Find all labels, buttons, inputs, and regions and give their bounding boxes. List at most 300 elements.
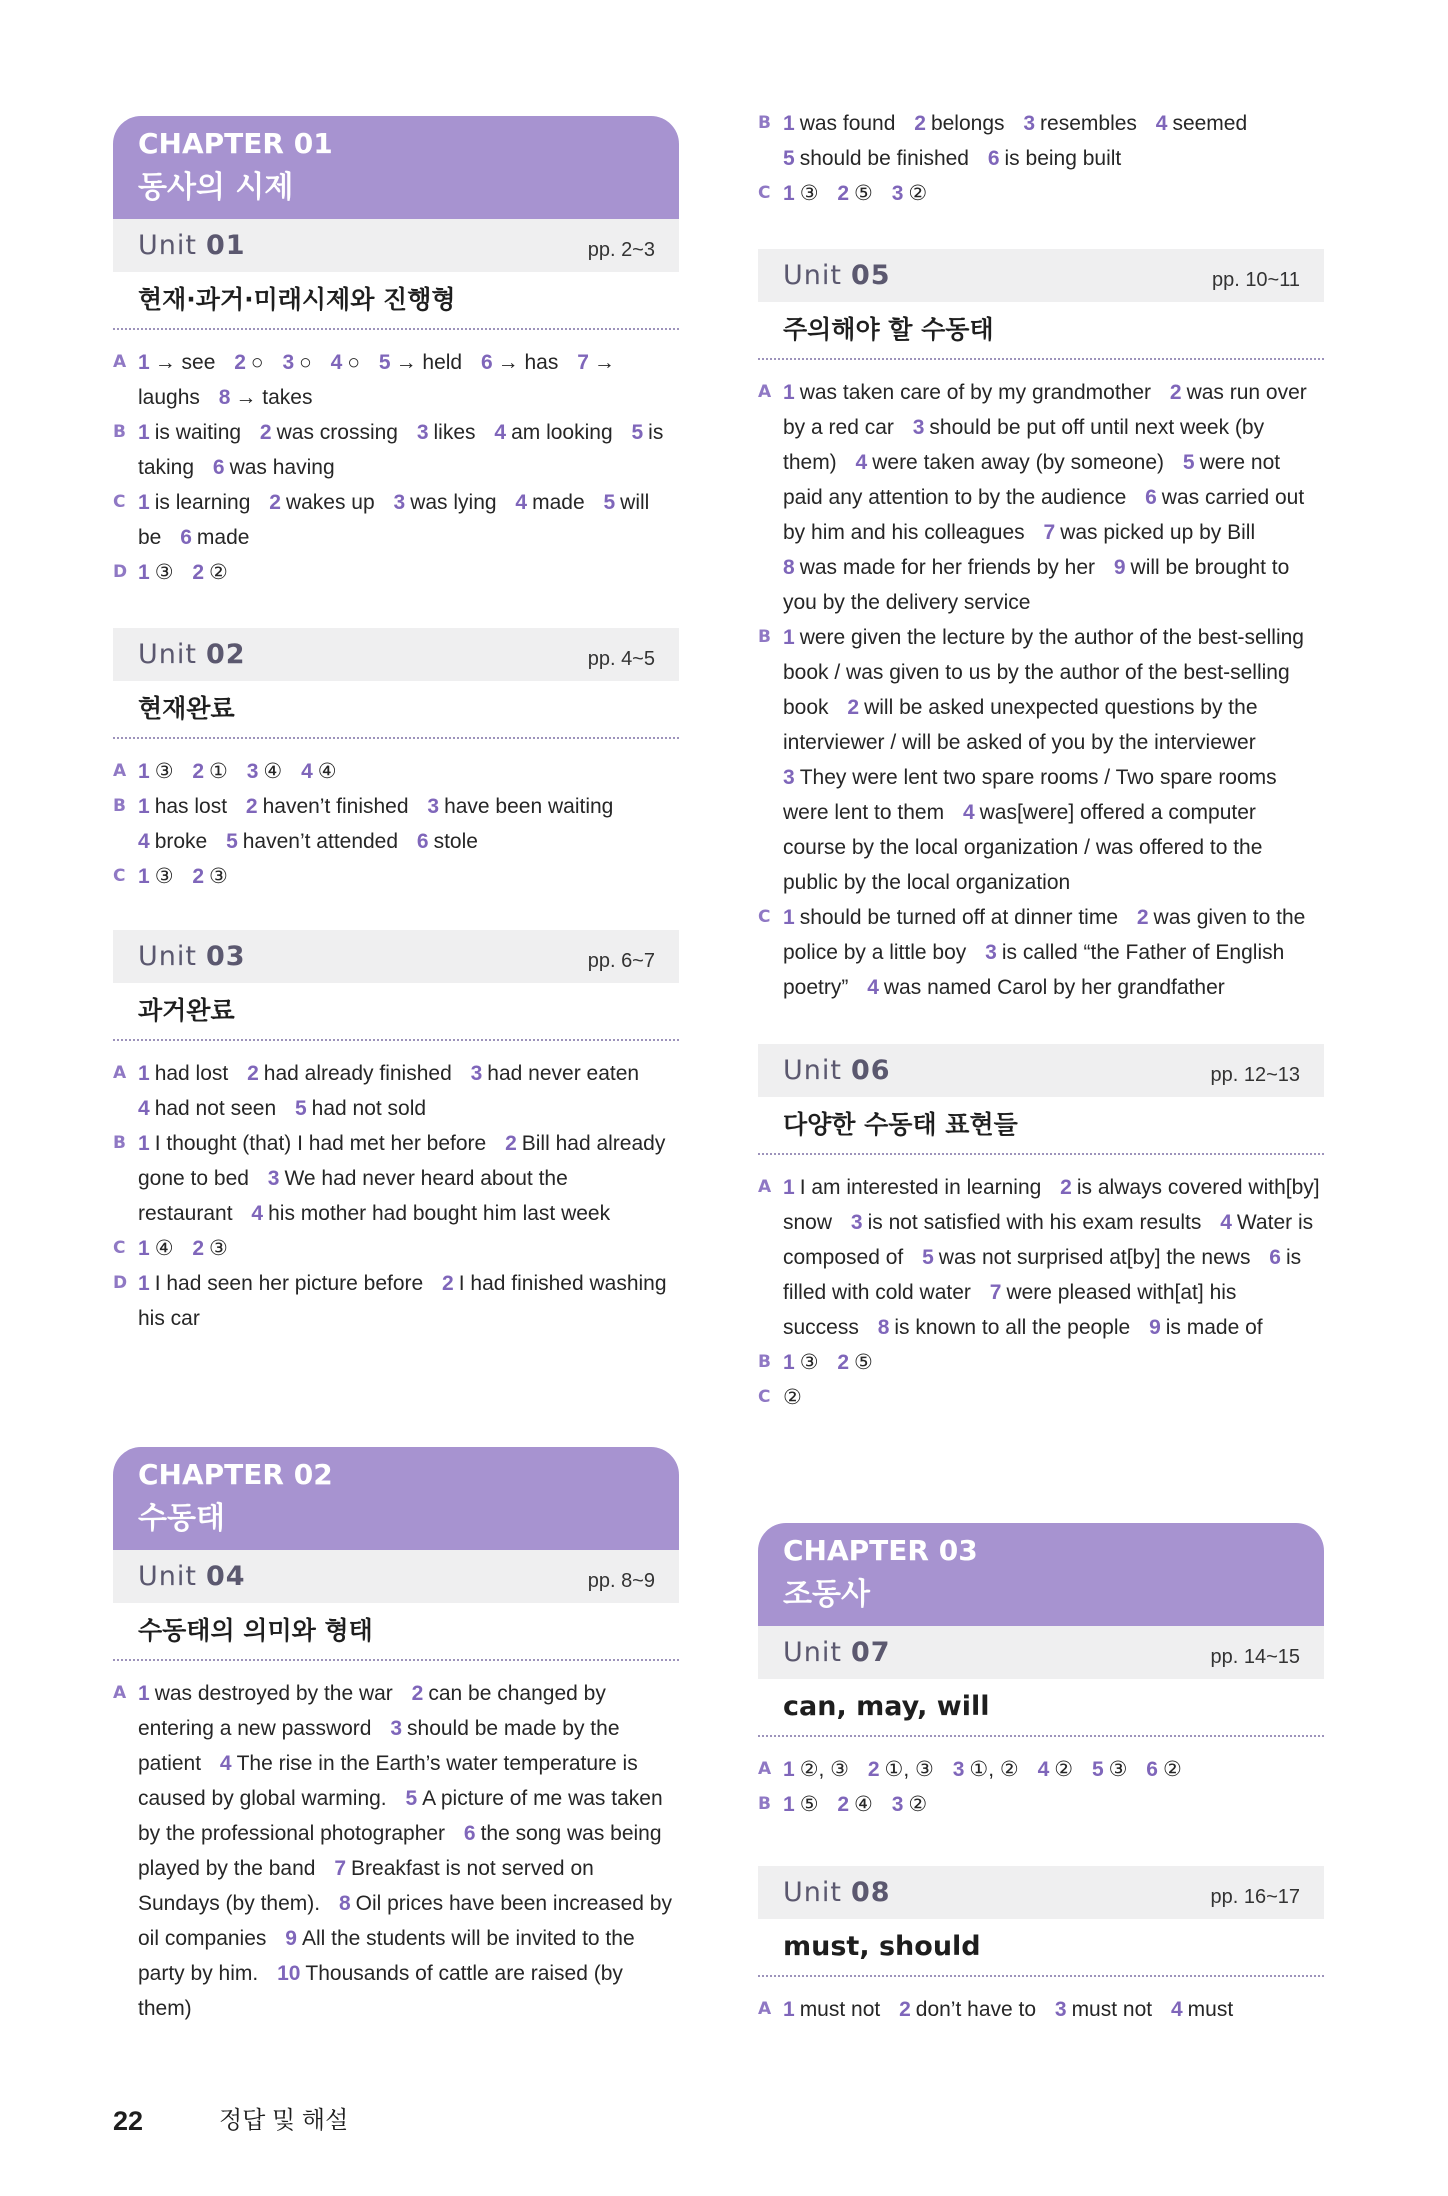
answer-text: seemed: [1172, 112, 1248, 135]
chapter-02-header: [113, 1447, 679, 1550]
section-letter: A: [758, 1759, 772, 1779]
unit-pages: pp. 16~17: [1210, 1886, 1300, 1908]
answer-number: 3: [891, 182, 904, 205]
answer-number: 2: [442, 1272, 454, 1295]
answer-text: → held: [395, 351, 463, 374]
unit-number: 08: [850, 1877, 891, 1908]
page-number: 22: [113, 2106, 144, 2136]
answer-section-b: [113, 415, 679, 485]
answer-number: 3: [1023, 112, 1036, 135]
answer-text: his mother had bought him last week: [268, 1202, 611, 1225]
answer-item: [783, 182, 819, 205]
answer-item: [138, 1062, 228, 1085]
answer-text: will be: [138, 491, 650, 549]
answer-number: 5: [783, 147, 795, 170]
section-letter: A: [113, 1063, 127, 1083]
unit-06: [758, 1044, 1324, 1415]
answer-section-c: [758, 900, 1324, 1005]
answer-number: 4: [1220, 1211, 1232, 1234]
answer-text: can be changed by entering a new password: [138, 1682, 606, 1740]
answer-text: Water is composed of: [783, 1211, 1314, 1269]
section-letter: B: [758, 627, 771, 647]
answer-text: was given to the police by a little boy: [783, 906, 1306, 964]
answer-text: must not: [1071, 1998, 1153, 2021]
answer-number: 2: [234, 351, 246, 374]
answer-text: is waiting: [154, 421, 242, 444]
answer-item: [192, 561, 228, 584]
answer-number: 8: [218, 386, 231, 409]
answer-number: 3: [267, 1167, 280, 1190]
answer-number: 6: [1146, 1758, 1158, 1781]
answer-text: wakes up: [285, 491, 375, 514]
answer-number: 4: [867, 976, 879, 999]
answer-text: ④: [317, 760, 337, 783]
section-letter: A: [758, 1999, 772, 2019]
answer-text: We had never heard about the restaurant: [138, 1167, 568, 1225]
answer-number: 6: [1269, 1246, 1281, 1269]
unit-label: [783, 1052, 891, 1089]
answer-number: 3: [390, 1717, 403, 1740]
answer-section-b: [113, 1126, 679, 1231]
answer-number: 4: [962, 801, 975, 824]
answer-item: [138, 865, 174, 888]
section-letter: A: [113, 352, 127, 372]
answer-text: is always covered with[by] snow: [783, 1176, 1320, 1234]
answer-item: [1156, 112, 1247, 135]
answer-item: [1044, 521, 1256, 544]
answer-number: 1: [138, 760, 150, 783]
answer-text: will be brought to you by the delivery service: [783, 556, 1290, 614]
section-body: [138, 1056, 679, 1126]
unit-answers: [113, 1041, 679, 1336]
answer-number: 1: [783, 626, 795, 649]
unit-header-bar: [113, 930, 679, 983]
answer-number: 1: [783, 906, 795, 929]
answer-number: 3: [470, 1062, 483, 1085]
answer-number: 6: [180, 526, 192, 549]
answer-item: [251, 1202, 610, 1225]
section-body: [138, 1676, 679, 2026]
answer-number: 1: [138, 1062, 150, 1085]
answer-text: is known to all the people: [894, 1316, 1131, 1339]
answer-text: ④: [854, 1793, 873, 1816]
section-letter: D: [113, 562, 128, 582]
section-letter: C: [758, 1387, 771, 1407]
answer-number: 2: [192, 760, 205, 783]
section-letter: C: [113, 866, 126, 886]
answer-text: was crossing: [276, 421, 398, 444]
answer-item: [783, 1176, 1041, 1199]
answer-text: had not seen: [154, 1097, 277, 1120]
answer-number: 3: [1054, 1998, 1067, 2021]
answer-text: made: [196, 526, 250, 549]
unit-word: Unit: [138, 639, 197, 670]
answer-text: had lost: [154, 1062, 229, 1085]
answer-number: 2: [837, 182, 850, 205]
answer-text: ②: [209, 561, 228, 584]
answer-text: am looking: [511, 421, 613, 444]
answer-number: 5: [922, 1246, 934, 1269]
answer-text: is filled with cold water: [783, 1246, 1302, 1304]
answer-number: 2: [269, 491, 281, 514]
answer-item: [1055, 1998, 1152, 2021]
section-letter: D: [113, 1273, 128, 1293]
answer-item: [138, 830, 207, 853]
answer-item: [138, 1097, 276, 1120]
answer-number: 2: [192, 865, 205, 888]
unit-title: 현재·과거·미래시제와 진행형: [113, 272, 679, 330]
section-letter: C: [758, 183, 771, 203]
answer-number: 10: [277, 1962, 301, 1985]
unit-word: Unit: [783, 1637, 842, 1668]
answer-text: The rise in the Earth’s water temperature is caused by global warming.: [138, 1752, 638, 1810]
answer-number: 7: [1043, 521, 1056, 544]
section-letter: C: [758, 907, 771, 927]
unit-05: [758, 249, 1324, 1005]
answer-text: They were lent two spare rooms / Two spare rooms were lent to them: [783, 766, 1277, 824]
unit-title: 현재완료: [113, 681, 679, 739]
answer-text: ②: [908, 1793, 928, 1816]
answer-number: 2: [245, 795, 258, 818]
answer-number: 9: [1113, 556, 1126, 579]
answer-text: stole: [433, 830, 478, 853]
unit-title: 다양한 수동태 표현들: [758, 1097, 1324, 1155]
answer-text: ①: [209, 760, 228, 783]
answer-number: 2: [914, 112, 926, 135]
unit-02: [113, 628, 679, 894]
answer-item: [331, 351, 360, 374]
answer-text: likes: [433, 421, 476, 444]
answer-number: 4: [494, 421, 507, 444]
answer-item: [1023, 112, 1137, 135]
unit-pages: pp. 10~11: [1211, 269, 1300, 291]
answer-item: [260, 421, 398, 444]
answer-item: [138, 491, 250, 514]
unit-label: [138, 227, 246, 264]
answer-item: [878, 1316, 1131, 1339]
answer-item: [213, 456, 335, 479]
section-letter: C: [113, 1238, 126, 1258]
answer-text: I am interested in learning: [799, 1176, 1042, 1199]
answer-text: ③: [209, 865, 228, 888]
answer-number: 4: [219, 1752, 232, 1775]
answer-text: is called “the Father of English poetry”: [783, 941, 1285, 999]
answer-section-c: [113, 485, 679, 555]
answer-item: [1149, 1316, 1263, 1339]
answer-item: [138, 1272, 423, 1295]
answer-number: 3: [393, 491, 406, 514]
answer-text: ④: [263, 760, 283, 783]
unit-pages: pp. 12~13: [1210, 1064, 1300, 1086]
answer-item: [282, 351, 311, 374]
unit-header-bar: [113, 1550, 679, 1603]
answer-item: [138, 795, 227, 818]
answer-text: was[were] offered a computer course by the local organization / was offered to the public by the local organization: [783, 801, 1263, 894]
section-letter: A: [758, 1177, 772, 1197]
answer-item: [269, 491, 374, 514]
section-body: [138, 1126, 679, 1231]
unit-number: 06: [850, 1055, 891, 1086]
section-body: [783, 1787, 1324, 1822]
answer-item: [899, 1998, 1036, 2021]
unit-number: 05: [850, 260, 891, 291]
answer-number: 4: [1155, 112, 1168, 135]
answer-number: 3: [985, 941, 997, 964]
answer-number: 1: [783, 1176, 795, 1199]
answer-number: 2: [1060, 1176, 1072, 1199]
section-body: [138, 789, 679, 859]
answer-text: should be put off until next week (by them): [783, 416, 1265, 474]
answer-item: [856, 451, 1165, 474]
answer-text: ○: [250, 351, 264, 374]
unit-pages: pp. 4~5: [587, 648, 655, 670]
section-body: [783, 176, 1324, 211]
answer-text: had not sold: [311, 1097, 427, 1120]
unit-title: can, may, will: [758, 1679, 1324, 1737]
answer-text: don’t have to: [915, 1998, 1037, 2021]
answer-text: was named Carol by her grandfather: [883, 976, 1225, 999]
answer-number: 1: [138, 1272, 150, 1295]
answer-number: 3: [427, 795, 440, 818]
answer-item: [783, 696, 1258, 754]
unit-pages: pp. 14~15: [1210, 1646, 1300, 1668]
answer-number: 3: [912, 416, 925, 439]
answer-section-c: [758, 1380, 1324, 1415]
answer-number: 2: [192, 1237, 205, 1260]
answer-number: 1: [138, 561, 150, 584]
answer-text: ③: [154, 865, 174, 888]
answer-number: 6: [987, 147, 1000, 170]
unit-answers: [758, 1737, 1324, 1822]
unit-label: [138, 938, 246, 975]
answer-section-a: [113, 345, 679, 415]
answer-text: Bill had already gone to bed: [138, 1132, 666, 1190]
answer-text: broke: [154, 830, 208, 853]
unit-word: Unit: [783, 1055, 842, 1086]
unit-01: [113, 219, 679, 590]
answer-text: was picked up by Bill: [1060, 521, 1256, 544]
unit-word: Unit: [138, 230, 197, 261]
answer-section-a: [113, 754, 679, 789]
answer-number: 2: [259, 421, 272, 444]
answer-text: haven’t finished: [262, 795, 409, 818]
answer-number: 4: [251, 1202, 264, 1225]
unit-header-bar: [758, 1866, 1324, 1919]
answer-item: [953, 1758, 1019, 1781]
unit-label: [783, 1634, 891, 1671]
answer-text: must not: [799, 1998, 881, 2021]
answer-text: has lost: [154, 795, 228, 818]
answer-number: 9: [285, 1927, 297, 1950]
answer-number: 7: [989, 1281, 1002, 1304]
answer-number: 1: [783, 381, 795, 404]
answer-item: [868, 1758, 934, 1781]
answer-text: I thought (that) I had met her before: [154, 1132, 487, 1155]
answer-number: 1: [138, 1132, 150, 1155]
answer-section-a: [758, 1752, 1324, 1787]
answer-number: 1: [138, 351, 150, 374]
answer-text: Oil prices have been increased by oil companies: [138, 1892, 672, 1950]
answer-item: [138, 351, 215, 374]
answer-item: [379, 351, 462, 374]
unit-03: [113, 930, 679, 1336]
chapter-03-header: [758, 1523, 1324, 1626]
answer-text: I had seen her picture before: [154, 1272, 424, 1295]
unit-header-bar: [113, 219, 679, 272]
section-body: [138, 1266, 679, 1336]
section-body: [783, 106, 1324, 176]
answer-item: [783, 1351, 819, 1374]
answer-text: ⑤: [854, 1351, 873, 1374]
answer-section-c: [113, 1231, 679, 1266]
section-letter: B: [758, 1352, 771, 1372]
answer-number: 4: [138, 830, 150, 853]
answer-number: 2: [1169, 381, 1182, 404]
answer-text: were taken away (by someone): [872, 451, 1165, 474]
unit-number: 01: [205, 230, 246, 261]
answer-section-c: [758, 176, 1324, 211]
answer-item: [783, 556, 1095, 579]
answer-text: Breakfast is not served on Sundays (by them).: [138, 1857, 594, 1915]
unit-title: 수동태의 의미와 형태: [113, 1603, 679, 1661]
answer-item: [138, 1682, 393, 1705]
answer-number: 1: [138, 491, 150, 514]
answer-item: [837, 182, 873, 205]
section-letter: B: [758, 113, 771, 133]
answer-item: [922, 1246, 1250, 1269]
section-body: [138, 754, 679, 789]
answer-section-b: [758, 1345, 1324, 1380]
answer-item: [494, 421, 612, 444]
answer-number: 2: [192, 561, 205, 584]
section-letter: B: [758, 1794, 771, 1814]
answer-item: [783, 381, 1151, 404]
answer-text: was destroyed by the war: [154, 1682, 393, 1705]
section-body: [138, 555, 679, 590]
answer-number: 2: [847, 696, 860, 719]
answer-text: were not paid any attention to by the audience: [783, 451, 1281, 509]
answer-item: [892, 1793, 928, 1816]
answer-text: is taking: [138, 421, 664, 479]
answer-item: [1146, 1758, 1182, 1781]
answer-number: 1: [138, 795, 150, 818]
answer-text: Thousands of cattle are raised (by them): [138, 1962, 623, 2020]
unit-number: 03: [205, 941, 246, 972]
footer-title: 정답 및 해설: [219, 2107, 349, 2134]
unit-04-answers-continued: [758, 106, 1324, 211]
answer-text: had never eaten: [487, 1062, 640, 1085]
section-body: [783, 1752, 1324, 1787]
answer-section-b: [758, 620, 1324, 900]
answer-item: [1171, 1998, 1233, 2021]
answer-item: [837, 1793, 873, 1816]
answer-item: [138, 561, 174, 584]
answer-number: 6: [212, 456, 225, 479]
answer-section-b: [758, 106, 1324, 176]
unit-number: 04: [205, 1561, 246, 1592]
answer-section-b: [758, 1787, 1324, 1822]
answer-item: [783, 1758, 849, 1781]
answer-item: [851, 1211, 1201, 1234]
chapter-title: 조동사: [783, 1577, 870, 1612]
answer-item: [247, 1062, 452, 1085]
chapter-label: CHAPTER 01: [138, 127, 333, 160]
answer-text: ②: [1054, 1758, 1074, 1781]
answer-number: 4: [138, 1097, 150, 1120]
answer-text: ②: [908, 182, 928, 205]
answer-text: have been waiting: [444, 795, 614, 818]
section-letter: A: [113, 1683, 127, 1703]
answer-number: 1: [138, 865, 150, 888]
answer-text: resembles: [1040, 112, 1137, 135]
answer-number: 5: [631, 421, 644, 444]
answer-item: [914, 112, 1004, 135]
section-body: [783, 1992, 1324, 2027]
answer-text: ②: [1162, 1758, 1182, 1781]
unit-word: Unit: [138, 1561, 197, 1592]
answer-item: [892, 182, 928, 205]
answer-text: ③: [799, 1351, 819, 1374]
answer-number: 2: [1136, 906, 1149, 929]
answer-text: → has: [497, 351, 559, 374]
answer-section-b: [113, 789, 679, 859]
answer-number: 1: [783, 1793, 795, 1816]
unit-header-bar: [758, 1626, 1324, 1679]
answer-section-a: [758, 1170, 1324, 1345]
answer-text: will be asked unexpected questions by the interviewer / will be asked of you by the interviewer: [783, 696, 1258, 754]
answer-item: [783, 112, 895, 135]
answer-item: [138, 421, 241, 444]
answer-item: [192, 760, 228, 783]
section-letter: A: [113, 761, 127, 781]
answer-item: [192, 1237, 228, 1260]
answer-item: [837, 1351, 873, 1374]
answer-number: 2: [505, 1132, 517, 1155]
unit-label: [783, 1874, 891, 1911]
answer-item: [295, 1097, 426, 1120]
answer-item: [301, 760, 337, 783]
answer-item: [783, 906, 1118, 929]
unit-word: Unit: [783, 1877, 842, 1908]
answer-item: [226, 830, 398, 853]
answer-item: [247, 760, 283, 783]
answer-text: ○: [347, 351, 361, 374]
answer-text: was carried out by him and his colleagues: [783, 486, 1305, 544]
section-body: [783, 1345, 1324, 1380]
unit-word: Unit: [783, 260, 842, 291]
unit-04: [113, 1550, 679, 2026]
answer-item: [219, 386, 313, 409]
answer-item: [234, 351, 263, 374]
answer-text: → takes: [235, 386, 313, 409]
unit-title: 과거완료: [113, 983, 679, 1041]
answer-section-c: [113, 859, 679, 894]
answer-number: 4: [855, 451, 868, 474]
answer-text: should be turned off at dinner time: [799, 906, 1119, 929]
answer-number: 2: [867, 1758, 880, 1781]
answer-item: [867, 976, 1225, 999]
chapter-title: 수동태: [138, 1501, 225, 1536]
answer-text: haven’t attended: [242, 830, 399, 853]
answer-number: 5: [378, 351, 391, 374]
section-body: [138, 345, 679, 415]
answer-number: 2: [411, 1682, 424, 1705]
section-letter: C: [113, 492, 126, 512]
answer-number: 2: [837, 1793, 850, 1816]
answer-text: was found: [799, 112, 896, 135]
unit-header-bar: [113, 628, 679, 681]
answer-text: ②: [783, 1386, 802, 1409]
